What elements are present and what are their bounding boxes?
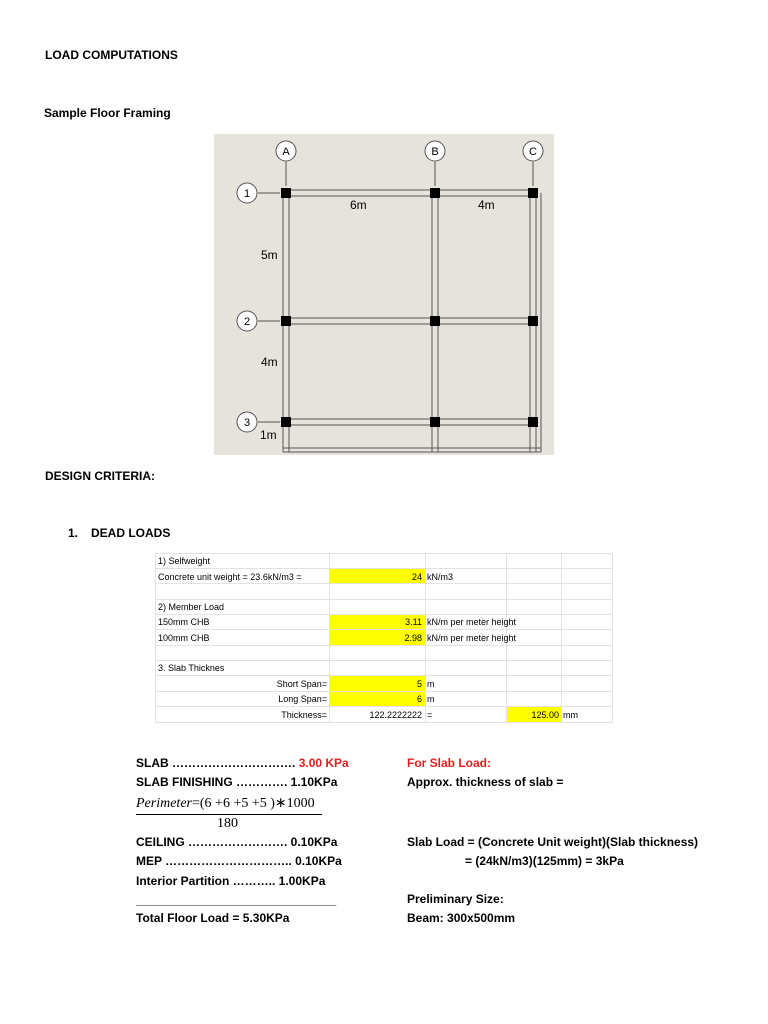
design-criteria-heading: DESIGN CRITERIA: <box>45 469 156 483</box>
slab-load-label: SLAB …………………………. <box>136 756 296 770</box>
total-rule: ______________________________ <box>136 893 337 907</box>
short-span-label: Short Span= <box>276 679 327 689</box>
dim-6m: 6m <box>350 198 367 212</box>
grid-label-1: 1 <box>243 188 251 200</box>
grid-label-2: 2 <box>243 316 251 328</box>
approx-thickness: Approx. thickness of slab = <box>407 775 564 789</box>
dim-1m: 1m <box>260 428 277 442</box>
chb150-unit: kN/m per meter height <box>427 617 517 627</box>
fraction-bar <box>136 814 322 815</box>
slab-thickness-label: 3. Slab Thicknes <box>158 663 225 673</box>
selfweight-label: 1) Selfweight <box>158 556 211 566</box>
chb100-value: 2.98 <box>404 633 422 643</box>
grid-label-c: C <box>529 146 537 158</box>
floor-framing-plan <box>214 134 554 455</box>
perimeter-expression: =(6 +6 +5 +5 )∗1000 <box>191 796 315 811</box>
thickness-calc: 122.2222222 <box>369 710 422 720</box>
thickness-value: 125.00 <box>531 710 559 720</box>
preliminary-size: Preliminary Size: <box>407 892 504 906</box>
dim-4m-left: 4m <box>261 355 278 369</box>
long-span-unit: m <box>427 694 435 704</box>
title-heading: LOAD COMPUTATIONS <box>45 48 178 62</box>
grid-label-a: A <box>282 146 290 158</box>
short-span-unit: m <box>427 679 435 689</box>
thickness-equals: = <box>427 710 433 720</box>
sample-heading: Sample Floor Framing <box>44 106 171 120</box>
dead-loads-number: 1. <box>68 526 79 540</box>
for-slab-heading: For Slab Load: <box>407 756 491 770</box>
long-span-value: 6 <box>416 694 422 704</box>
beam-size: Beam: 300x500mm <box>407 911 516 925</box>
dead-loads-heading: DEAD LOADS <box>91 526 171 540</box>
thickness-label: Thickness= <box>281 710 327 720</box>
concrete-value: 24 <box>411 572 422 582</box>
dead-load-spreadsheet <box>155 553 613 723</box>
grid-label-b: B <box>431 146 439 158</box>
perimeter-formula <box>136 795 315 812</box>
perimeter-divisor: 180 <box>217 816 238 831</box>
slab-load-calc: = (24kN/m3)(125mm) = 3kPa <box>465 854 624 868</box>
slab-load-value: 3.00 KPa <box>298 756 349 770</box>
slab-finishing-line: SLAB FINISHING …………. 1.10KPa <box>136 775 338 789</box>
total-floor-load: Total Floor Load = 5.30KPa <box>136 911 290 925</box>
chb150-value: 3.11 <box>405 617 422 627</box>
grid-label-3: 3 <box>243 417 251 429</box>
concrete-unit: kN/m3 <box>427 572 454 582</box>
ceiling-line: CEILING ……………………. 0.10KPa <box>136 835 338 849</box>
short-span-value: 5 <box>416 679 422 689</box>
slab-load-formula: Slab Load = (Concrete Unit weight)(Slab thickness) <box>407 835 699 849</box>
chb150-label: 150mm CHB <box>158 617 210 627</box>
slab-load-line <box>136 756 349 770</box>
partition-line: Interior Partition ……….. 1.00KPa <box>136 874 326 888</box>
perimeter-word: Perimeter <box>136 796 192 811</box>
mep-line: MEP ………………………….. 0.10KPa <box>136 854 342 868</box>
long-span-label: Long Span= <box>278 694 327 704</box>
thickness-unit: mm <box>563 710 578 720</box>
dim-4m-top: 4m <box>478 198 495 212</box>
chb100-label: 100mm CHB <box>158 633 210 643</box>
member-load-label: 2) Member Load <box>158 602 225 612</box>
dim-5m: 5m <box>261 248 278 262</box>
chb100-unit: kN/m per meter height <box>427 633 517 643</box>
concrete-label: Concrete unit weight = 23.6kN/m3 = <box>158 572 302 582</box>
